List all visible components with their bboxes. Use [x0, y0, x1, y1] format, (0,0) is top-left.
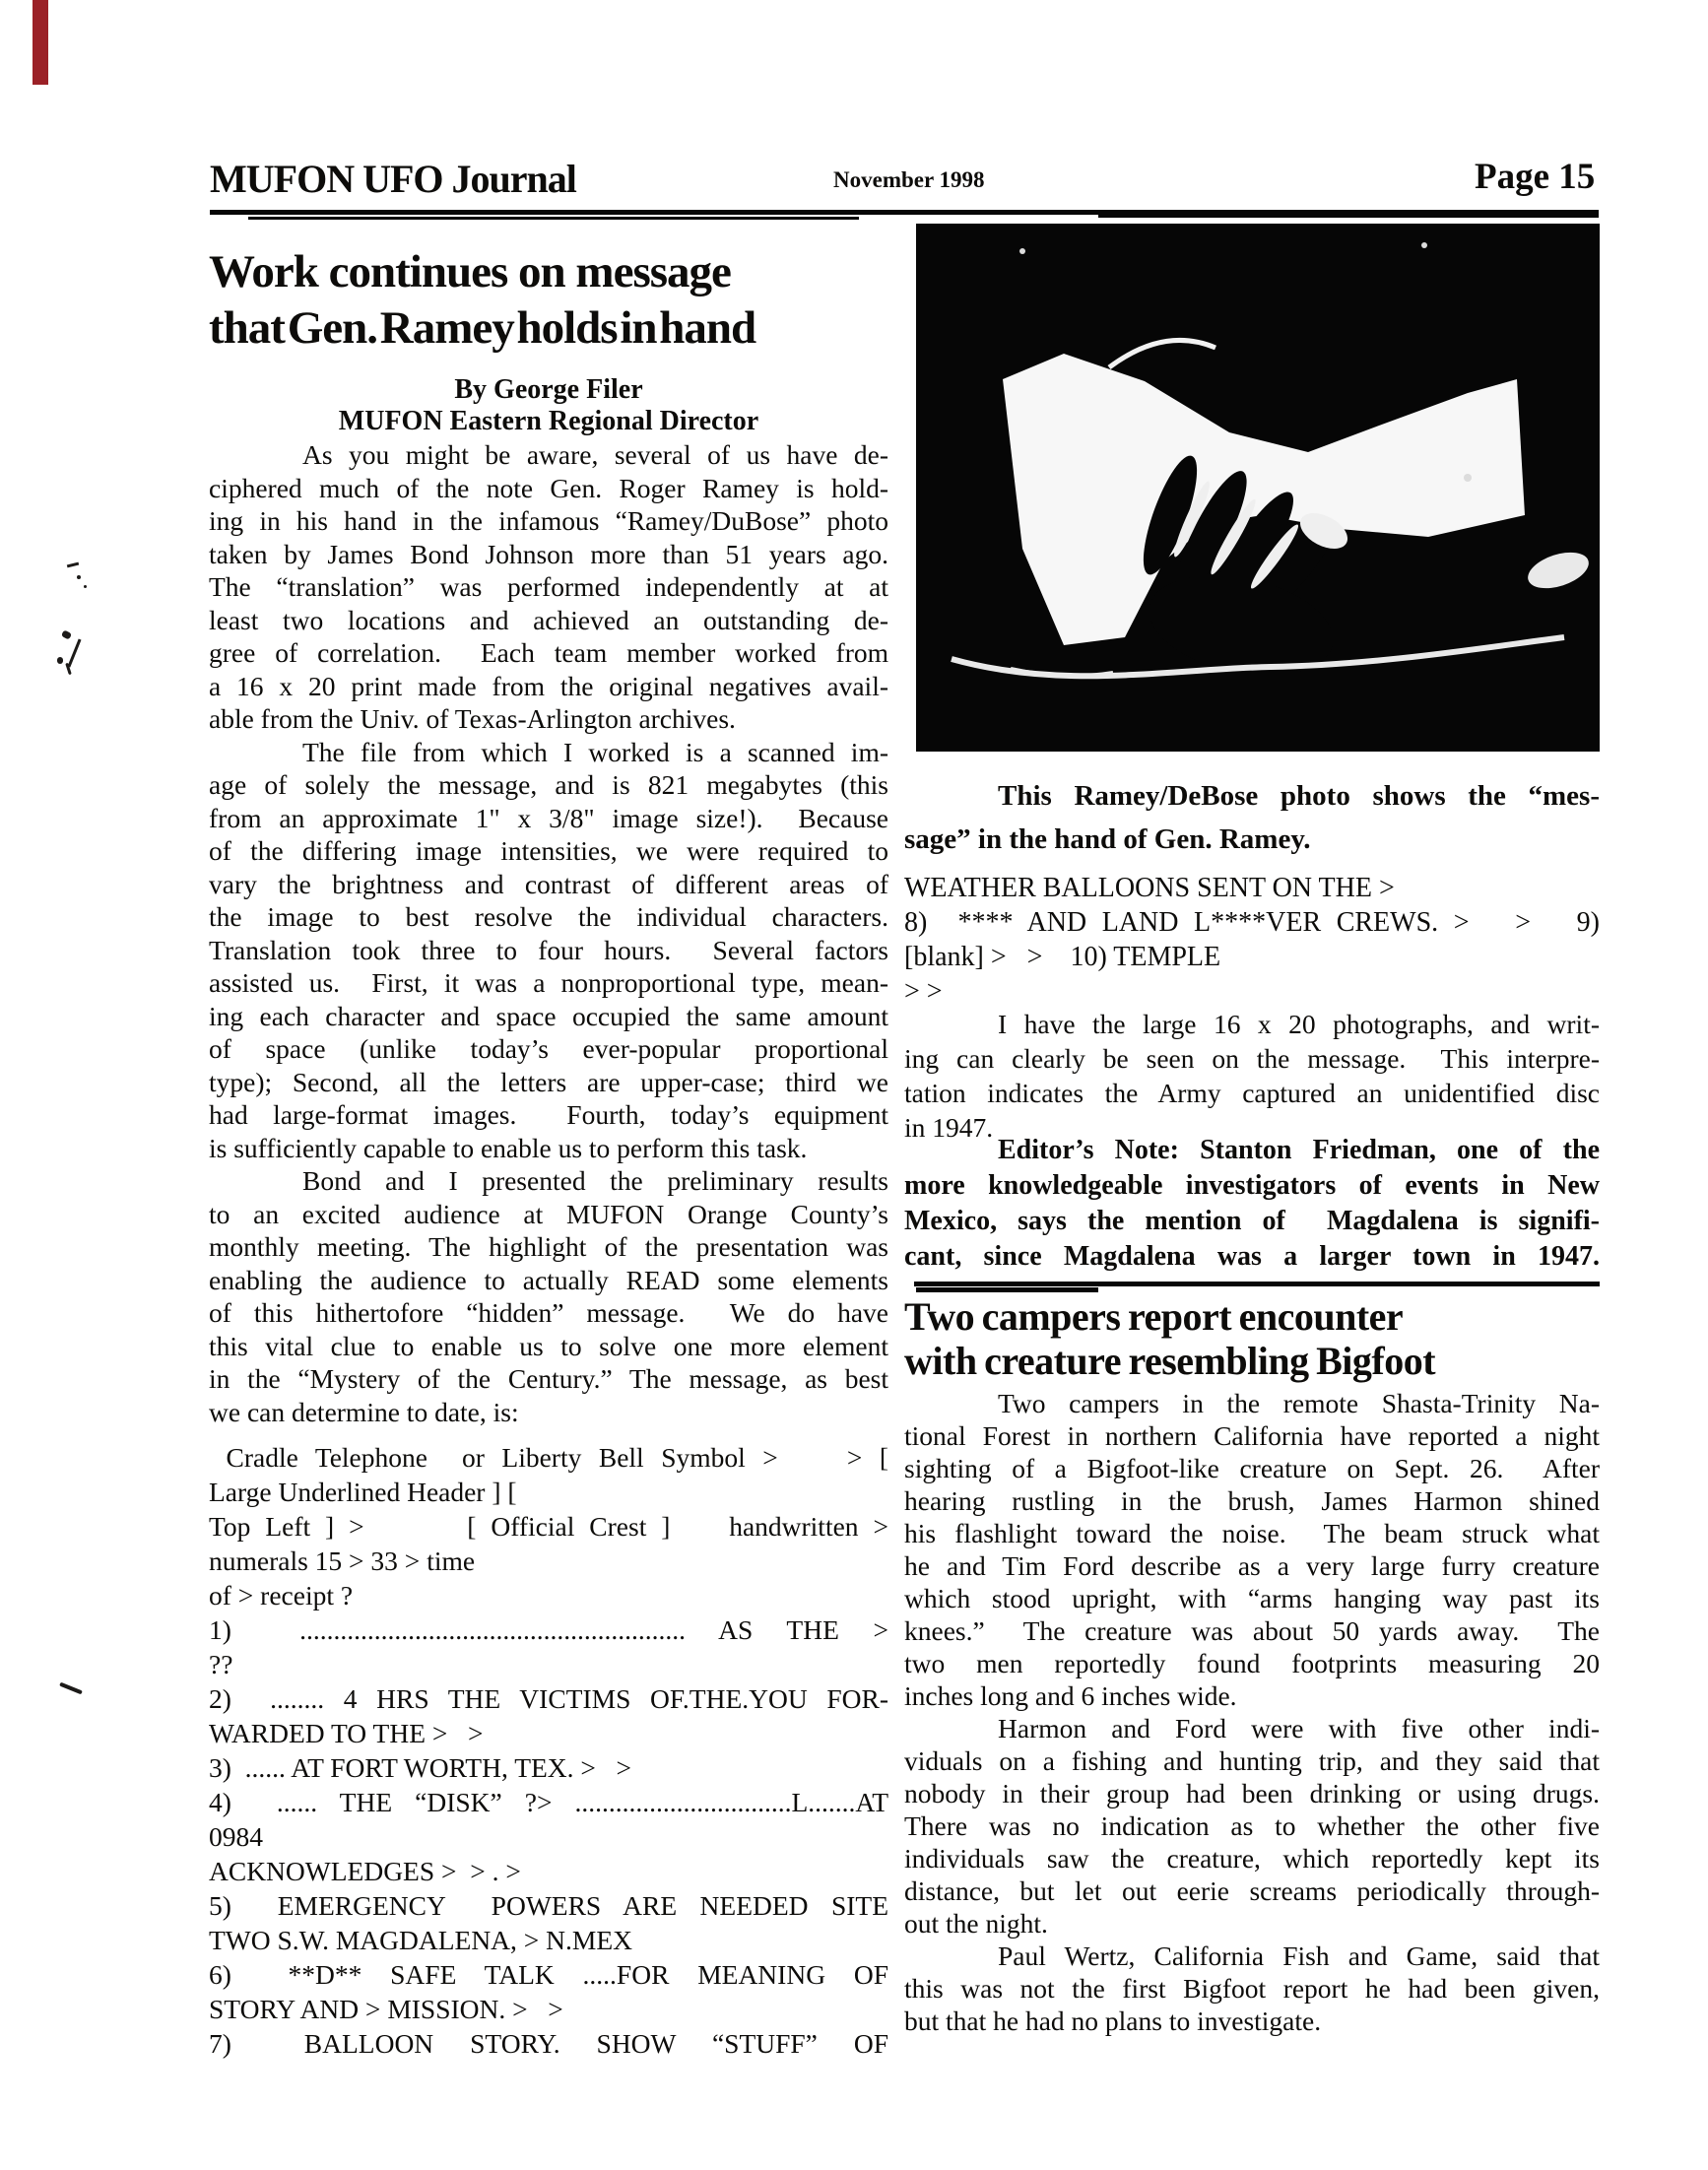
editors-note [904, 1133, 1600, 1275]
handwritten-dot [77, 575, 81, 579]
text-line: ciphered much of the note Gen. Roger Ramey is hold- [209, 472, 888, 503]
decoded-message-block [209, 1440, 888, 2061]
text-line: 4) ...... THE “DISK” ?> ................................L.......AT [209, 1787, 888, 1817]
text-line: As you might be aware, several of us have de- [302, 439, 888, 470]
text-line: tation indicates the Army captured an unidentified disc [904, 1078, 1600, 1108]
text-line: 2) ........ 4 HRS THE VICTIMS OF.THE.YOU FOR- [209, 1683, 888, 1714]
text-line: gree of correlation. Each team member worked from [209, 637, 888, 668]
text-line: his flashlight toward the noise. The beam struck what [904, 1518, 1600, 1548]
text-line: of this hithertofore “hidden” message. We do have [209, 1297, 888, 1328]
text-line: 0984 [209, 1821, 263, 1852]
text-line: ing each character and space occupied the same amount [209, 1000, 888, 1031]
text-line: able from the Univ. of Texas-Arlington archives. [209, 703, 736, 734]
text-line: Harmon and Ford were with five other indi- [998, 1713, 1600, 1743]
text-line: vary the brightness and contrast of different areas of [209, 868, 888, 899]
article1-title-line1: Work continues on message [209, 246, 731, 297]
text-line: in 1947. [904, 1112, 994, 1143]
text-line: numerals 15 > 33 > time [209, 1545, 476, 1576]
text-line: Translation took three to four hours. Several factors [209, 934, 888, 965]
text-line: assisted us. First, it was a nonproportional type, mean- [209, 967, 888, 998]
handwritten-dot [84, 585, 87, 588]
text-line: he and Tim Ford describe as a very large furry creature [904, 1550, 1600, 1581]
text-line: which stood upright, with “arms hanging way past its [904, 1583, 1600, 1613]
handwritten-tick-mark [67, 562, 79, 568]
text-line: Mexico, says the mention of Magdalena is signifi- [904, 1206, 1600, 1236]
text-line: There was no indication as to whether the other five [904, 1810, 1600, 1841]
text-line: The “translation” was performed independently at at [209, 571, 888, 602]
text-line: [blank] > > 10) TEMPLE [904, 942, 1221, 972]
article1-body [209, 438, 888, 1428]
text-line: I have the large 16 x 20 photographs, and writ- [998, 1009, 1600, 1039]
text-line: Bond and I presented the preliminary results [302, 1165, 888, 1196]
text-line: This Ramey/DeBose photo shows the “mes- [998, 780, 1600, 812]
text-line: hearing rustling in the brush, James Harmon shined [904, 1485, 1600, 1516]
text-line: sighting of a Bigfoot-like creature on Sept. 26. After [904, 1453, 1600, 1483]
handwritten-check-mark [59, 1682, 83, 1695]
text-line: to an excited audience at MUFON Orange County’s [209, 1198, 888, 1229]
text-line: 3) ...... AT FORT WORTH, TEX. > > [209, 1752, 632, 1783]
text-line: WEATHER BALLOONS SENT ON THE > [904, 873, 1395, 903]
text-line: Top Left ] > [ Official Crest ] handwritten > [209, 1511, 888, 1542]
text-line: Cradle Telephone or Liberty Bell Symbol > > [ [209, 1442, 889, 1473]
text-line: 6) **D** SAFE TALK .....FOR MEANING OF [209, 1959, 888, 1990]
text-line: TWO S.W. MAGDALENA, > N.MEX [209, 1925, 633, 1955]
header-rule-artifact [248, 217, 859, 220]
text-line: Editor’s Note: Stanton Friedman, one of the [998, 1135, 1600, 1165]
article2-body [904, 1387, 1600, 2037]
text-line: had large-format images. Fourth, today’s equipment [209, 1099, 888, 1130]
article2-title [904, 1294, 1600, 1383]
text-line: type); Second, all the letters are upper-case; third we [209, 1066, 888, 1097]
article2-title-line2: with creature resembling Bigfoot [904, 1339, 1436, 1383]
text-line: The file from which I worked is a scanned im- [302, 736, 888, 767]
handwritten-squiggle-mark [61, 629, 72, 639]
scan-artifact-red-stripe [33, 0, 48, 85]
text-line: in the “Mystery of the Century.” The message, as best [209, 1363, 888, 1394]
text-line: individuals saw the creature, which reportedly kept its [904, 1843, 1600, 1874]
text-line: taken by James Bond Johnson more than 51 years ago. [209, 538, 888, 569]
photo-caption [904, 774, 1600, 861]
text-line: STORY AND > MISSION. > > [209, 1994, 563, 2024]
text-line: is sufficiently capable to enable us to perform this task. [209, 1132, 808, 1163]
text-line: ing in his hand in the infamous “Ramey/DuBose” photo [209, 505, 888, 536]
text-line: more knowledgeable investigators of events in New [904, 1170, 1600, 1201]
text-line: 7) BALLOON STORY. SHOW “STUFF” OF [209, 2028, 888, 2059]
photo-graphic [916, 224, 1600, 752]
article1-byline [209, 374, 888, 437]
text-line: Paul Wertz, California Fish and Game, said that [998, 1940, 1600, 1971]
text-line: this was not the first Bigfoot report he had been given, [904, 1973, 1600, 2004]
text-line: cant, since Magdalena was a larger town in 1947. [904, 1241, 1600, 1272]
text-line: ing can clearly be seen on the message. This interpre- [904, 1043, 1600, 1074]
text-line: 8) **** AND LAND L****VER CREWS. > > 9) [904, 907, 1600, 938]
text-line: inches long and 6 inches wide. [904, 1680, 1237, 1711]
text-line: 5) EMERGENCY POWERS ARE NEEDED SITE [209, 1890, 888, 1921]
text-line: viduals on a fishing and hunting trip, and they said that [904, 1745, 1600, 1776]
header-rule-artifact [1098, 215, 1599, 218]
article2-divider-rule-artifact [916, 1287, 1098, 1292]
text-line: of space (unlike today’s ever-popular proportional [209, 1033, 888, 1064]
journal-title: MUFON UFO Journal [210, 157, 576, 201]
text-line: monthly meeting. The highlight of the presentation was [209, 1231, 888, 1262]
text-line: age of solely the message, and is 821 megabytes (this [209, 769, 888, 800]
text-line: > > [904, 976, 943, 1007]
text-line: from an approximate 1" x 3/8" image size!). Because [209, 802, 888, 833]
article1-title [209, 244, 888, 357]
text-line: distance, but let out eerie screams periodically through- [904, 1875, 1600, 1906]
byline-role: MUFON Eastern Regional Director [338, 406, 759, 436]
text-line: sage” in the hand of Gen. Ramey. [904, 823, 1311, 855]
page-number: Page 15 [1475, 157, 1596, 197]
text-line: Two campers in the remote Shasta-Trinity Na- [998, 1388, 1600, 1418]
byline-author: By George Filer [454, 374, 643, 405]
text-line: knees.” The creature was about 50 yards away. The [904, 1615, 1600, 1646]
text-line: ACKNOWLEDGES > > . > [209, 1856, 521, 1886]
text-line: we can determine to date, is: [209, 1396, 519, 1427]
text-line: tional Forest in northern California have reported a night [904, 1420, 1600, 1451]
handwritten-dot [57, 657, 63, 664]
article1-title-line2: that Gen. Ramey holds in hand [209, 302, 756, 354]
issue-date: November 1998 [833, 167, 985, 192]
article2-title-line1: Two campers report encounter [904, 1294, 1404, 1339]
text-line: out the night. [904, 1908, 1048, 1939]
text-line: of > receipt ? [209, 1580, 354, 1611]
text-line: WARDED TO THE > > [209, 1718, 484, 1748]
text-line: the image to best resolve the individual characters. [209, 901, 888, 932]
text-line: a 16 x 20 print made from the original negatives avail- [209, 670, 888, 701]
text-line: two men reportedly found footprints measuring 20 [904, 1648, 1600, 1678]
text-line: ?? [209, 1649, 233, 1679]
text-line: enabling the audience to actually READ some elements [209, 1264, 888, 1295]
text-line: Large Underlined Header ] [ [209, 1477, 517, 1507]
article1-closing-paragraph [904, 1007, 1600, 1145]
handwritten-squiggle-mark [67, 639, 81, 668]
article2-divider-rule [914, 1282, 1600, 1286]
text-line: but that he had no plans to investigate. [904, 2006, 1322, 2036]
text-line: 1) ......................................................... AS THE > [209, 1614, 888, 1645]
text-line: least two locations and achieved an outstanding de- [209, 604, 888, 635]
text-line: nobody in their group had been drinking or using drugs. [904, 1778, 1600, 1808]
decoded-message-continued [904, 871, 1600, 1009]
ramey-dubose-photo [916, 224, 1600, 752]
text-line: this vital clue to enable us to solve one more element [209, 1330, 888, 1361]
text-line: of the differing image intensities, we were required to [209, 835, 888, 866]
